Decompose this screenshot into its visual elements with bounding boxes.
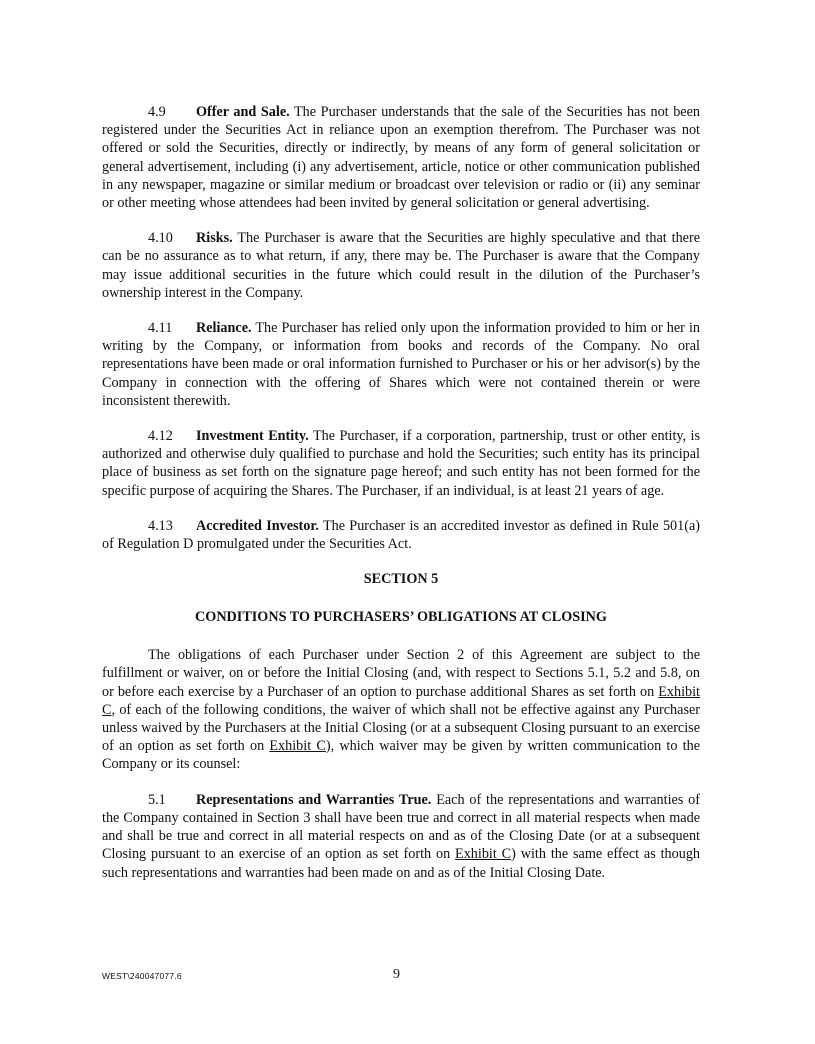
section-5-subtitle: CONDITIONS TO PURCHASERS’ OBLIGATIONS AT CLOSING [195,609,607,626]
intro-text-b: , of each of the following conditions, the waiver of which shall not be effective against any Purchaser unless waived by the Purchasers at the Initial Closing (or at a subsequent Closing pursuant to an exercise of an option as set forth on [102,701,700,755]
section-heading: Offer and Sale. [196,104,290,120]
section-number: 5.1 [148,791,166,808]
section-body: The Purchaser is an accredited investor as defined in Rule 501(a) of Regulation D promulgated under the Securities Act. [102,517,700,553]
section-number: 4.9 [148,104,166,120]
intro-text-c: ), which waiver may be given by written communication to the Company or its counsel: [102,738,700,773]
section-number: 4.10 [148,230,173,247]
section-body-b: ) with the same effect as though such representations and warranties had been made on and as of the Initial Closing Date. [102,846,701,881]
intro-text-a: The obligations of each Purchaser under Section 2 of this Agreement are subject to the fulfillment or waiver, on or before the Initial Closing (and, with respect to Sections 5.1, 5.2 and 5.8, on or before each exercise by a Purchaser of an option to purchase additional Shares as set forth on [102,647,700,700]
section-number: 4.13 [148,517,173,534]
exhibit-c-reference: Exhibit C [102,683,700,718]
section-4-11 [102,319,700,410]
section-4-13 [102,517,700,553]
section-body-a: Each of the representations and warranties of the Company contained in Section 3 shall have been true and correct in all material respects when made and shall be true and correct in all material respects on and as of the Closing Date (or at a subsequent Closing pursuant to an exercise of an option as set forth on [102,791,700,863]
section-heading: Accredited Investor. [196,517,319,534]
section-heading: Reliance. [196,320,252,337]
exhibit-c-reference: Exhibit C [269,738,326,755]
section-heading: Representations and Warranties True. [196,791,432,808]
section-number: 4.11 [148,320,173,337]
section-body: The Purchaser understands that the sale of the Securities has not been registered under the Securities Act in reliance upon an exemption therefrom. The Purchaser was not offered or sold the Securities, directly or indirectly, by means of any form of general solicitation or general advertisement, including (i) any advertisement, article, notice or other communication published in any newspaper, magazine or similar medium or broadcast over television or radio or (ii) any seminar or other meeting whose attendees had been invited by general solicitation or general advertising. [102,104,700,212]
section-body: The Purchaser has relied only upon the information provided to him or her in writing by the Company, or information from books and records of the Company. No oral representations have been made or oral information furnished to Purchaser or his or her advisor(s) by the Company in connection with the offering of Shares which were not contained therein or were inconsistent therewith. [102,320,700,409]
section-5-title: SECTION 5 [363,571,439,588]
section-4-12 [102,427,700,500]
section-body: The Purchaser, if a corporation, partnership, trust or other entity, is authorized and otherwise duly qualified to purchase and hold the Securities; such entity has its principal place of business as set forth on the signature page hereof; and such entity has not been formed for the specific purpose of acquiring the Shares. The Purchaser, if an individual, is at least 21 years of age. [102,428,700,499]
section-heading: Risks. [196,230,233,247]
section-heading: Investment Entity. [196,428,309,445]
section-4-10 [102,229,700,302]
section-number: 4.12 [148,428,173,445]
section-body: The Purchaser is aware that the Securities are highly speculative and that there can be no assurance as to what return, if any, there may be. The Purchaser is aware that the Company may issue additional securities in the future which could result in the dilution of the Purchaser’s ownership interest in the Company. [102,230,700,301]
document-page [102,103,700,899]
exhibit-c-reference: Exhibit C [455,846,512,863]
document-id: WEST\240047077.6 [102,971,182,981]
page-number: 9 [393,967,400,982]
section-4-9 [102,103,700,212]
section-5-intro [102,646,700,773]
section-5-1 [102,791,700,882]
